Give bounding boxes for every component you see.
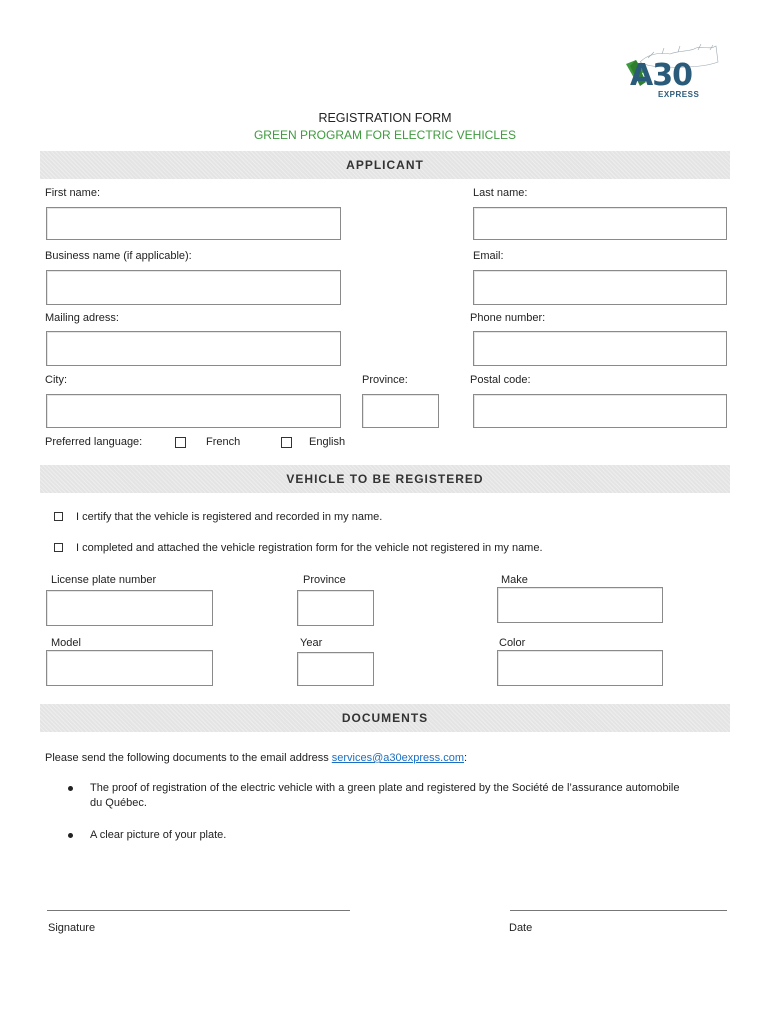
model-label: Model xyxy=(51,637,81,649)
model-field[interactable] xyxy=(46,650,213,686)
year-field[interactable] xyxy=(297,652,374,686)
email-label: Email: xyxy=(473,250,504,262)
preferred-language-label: Preferred language: xyxy=(45,436,143,448)
certify-registered-checkbox[interactable] xyxy=(54,512,63,521)
documents-intro xyxy=(45,752,467,764)
logo-text: A30 xyxy=(630,58,692,93)
form-title: REGISTRATION FORM xyxy=(318,111,452,125)
vehicle-province-label: Province xyxy=(303,574,346,586)
business-name-field[interactable] xyxy=(46,270,341,305)
logo-subtext: EXPRESS xyxy=(658,90,700,99)
signature-line[interactable] xyxy=(47,910,350,911)
license-plate-field[interactable] xyxy=(46,590,213,626)
french-label: French xyxy=(206,436,241,448)
signature-label: Signature xyxy=(48,922,96,934)
color-label: Color xyxy=(499,637,526,649)
certify-attached-checkbox[interactable] xyxy=(54,543,63,552)
make-field[interactable] xyxy=(497,587,663,623)
year-label: Year xyxy=(300,637,323,649)
last-name-field[interactable] xyxy=(473,207,727,240)
license-plate-label: License plate number xyxy=(51,574,157,586)
mailing-address-field[interactable] xyxy=(46,331,341,366)
phone-field[interactable] xyxy=(473,331,727,366)
city-label: City: xyxy=(45,374,67,386)
email-link[interactable]: services@a30express.com xyxy=(331,752,464,764)
document-item-1-line-1: The proof of registration of the electric vehicle with a green plate and registered by the Société de l’assurance automobile xyxy=(90,782,680,794)
a30-express-logo xyxy=(618,42,728,102)
province-field[interactable] xyxy=(362,394,439,428)
applicant-heading-text: APPLICANT xyxy=(346,158,424,172)
phone-label: Phone number: xyxy=(470,312,546,324)
documents-intro-text: Please send the following documents to the email address xyxy=(45,752,332,764)
certify-registered-label: I certify that the vehicle is registered and recorded in my name. xyxy=(76,511,383,523)
bullet-icon xyxy=(68,833,73,838)
vehicle-heading xyxy=(40,465,730,493)
first-name-label: First name: xyxy=(45,187,101,199)
color-field[interactable] xyxy=(497,650,663,686)
document-item-2: A clear picture of your plate. xyxy=(90,829,227,841)
city-field[interactable] xyxy=(46,394,341,428)
french-checkbox[interactable] xyxy=(175,437,186,448)
documents-heading xyxy=(40,704,730,732)
english-checkbox[interactable] xyxy=(281,437,292,448)
date-line[interactable] xyxy=(510,910,727,911)
applicant-heading xyxy=(40,151,730,179)
mailing-address-label: Mailing adress: xyxy=(45,312,119,324)
business-name-label: Business name (if applicable): xyxy=(45,250,192,262)
date-label: Date xyxy=(509,922,533,934)
postal-code-field[interactable] xyxy=(473,394,727,428)
vehicle-province-field[interactable] xyxy=(297,590,374,626)
document-item-1-line-2: du Québec. xyxy=(90,797,147,809)
email-field[interactable] xyxy=(473,270,727,305)
province-label: Province: xyxy=(362,374,408,386)
vehicle-heading-text: VEHICLE TO BE REGISTERED xyxy=(286,472,484,486)
make-label: Make xyxy=(501,574,528,586)
form-subtitle: GREEN PROGRAM FOR ELECTRIC VEHICLES xyxy=(253,128,517,142)
certify-attached-label: I completed and attached the vehicle registration form for the vehicle not registered in my name. xyxy=(76,542,543,554)
bullet-icon xyxy=(68,786,73,791)
documents-heading-text: DOCUMENTS xyxy=(341,711,429,725)
english-label: English xyxy=(309,436,346,448)
first-name-field[interactable] xyxy=(46,207,341,240)
last-name-label: Last name: xyxy=(473,187,528,199)
postal-code-label: Postal code: xyxy=(470,374,531,386)
documents-intro-colon: : xyxy=(464,752,468,764)
